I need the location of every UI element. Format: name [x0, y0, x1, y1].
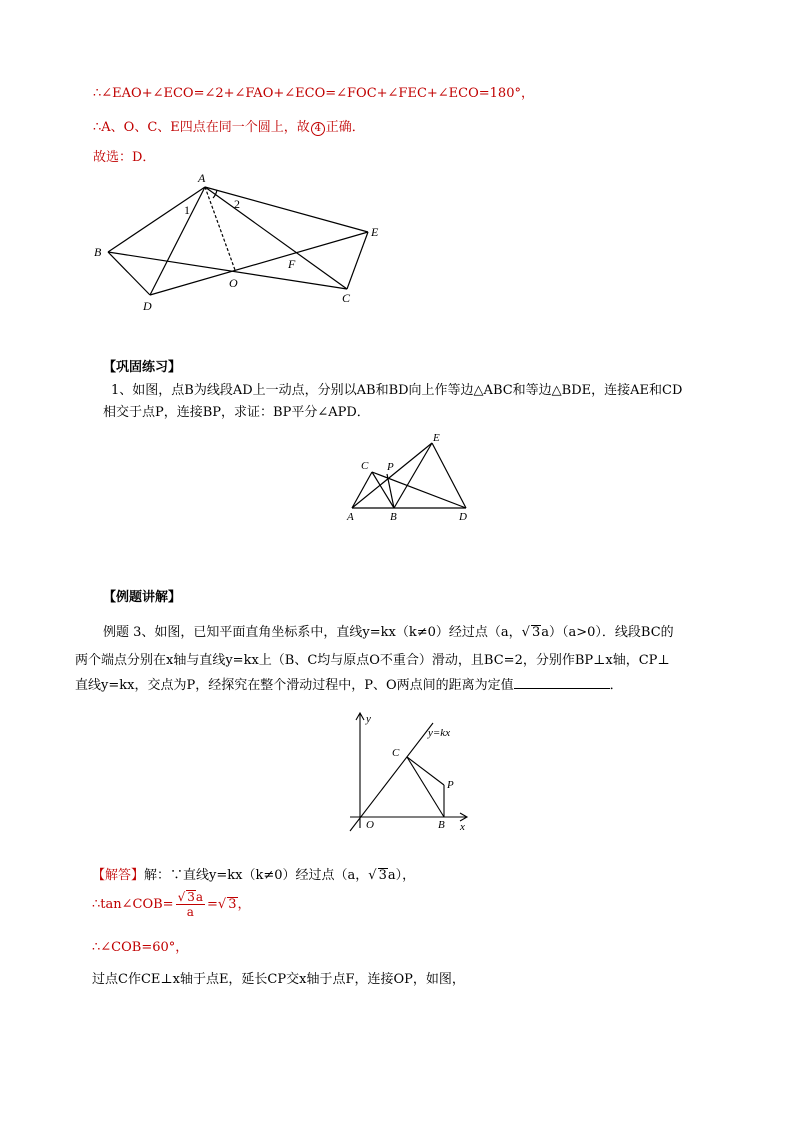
- figure-coordinate-plane: [342, 710, 477, 835]
- segment-AC: [205, 187, 347, 289]
- label-line-ykx: y=kx: [428, 727, 451, 739]
- solution-line-construction: [92, 968, 465, 987]
- example-line-1-pre: 例题 3、如图，已知平面直角坐标系中，直线y=kx（k≠0）经过点（a，: [103, 625, 522, 640]
- solution-angle-text: ∴∠COB=60°，: [92, 940, 189, 955]
- figure-quadrilateral-diagram: [85, 168, 395, 318]
- label-C: C: [361, 460, 369, 472]
- fraction-denominator: a: [186, 905, 194, 919]
- practice-problem-line-1: [111, 379, 682, 398]
- solution-construction-text: 过点C作CE⊥x轴于点E，延长CP交x轴于点F，连接OP，如图，: [92, 972, 465, 987]
- segment-ED: [432, 443, 466, 508]
- fraction: [176, 890, 205, 919]
- segment-AD: [150, 187, 205, 295]
- label-E: E: [371, 225, 379, 239]
- label-D: D: [459, 511, 467, 523]
- circled-number-4: 4: [311, 122, 325, 136]
- segment-CD: [372, 472, 466, 508]
- sqrt-radicand: 3: [228, 897, 237, 912]
- example-line-2-text: 两个端点分别在x轴与直线y=kx上（B、C均与原点O不重合）滑动，且BC=2，分别作BP⊥x轴，CP⊥: [75, 653, 670, 668]
- solution-tan-pre: ∴tan∠COB=: [92, 897, 174, 912]
- concyclic-text-pre: ∴A、O、C、E四点在同一个圆上，故: [93, 120, 310, 135]
- label-O: O: [366, 819, 374, 831]
- segment-AB: [108, 187, 205, 252]
- label-y: y: [366, 713, 371, 725]
- solution-line-1-post: a），: [387, 868, 416, 883]
- label-F: F: [288, 257, 296, 271]
- sqrt-radicand: 3: [187, 890, 195, 904]
- label-angle-2: 2: [234, 197, 240, 211]
- label-E: E: [433, 432, 440, 444]
- practice-problem-line-2: [103, 401, 370, 420]
- answer-choice-text: 故选：D．: [93, 150, 156, 165]
- proof-line-angle-sum-text: ∴∠EAO+∠ECO=∠2+∠FAO+∠ECO=∠FOC+∠FEC+∠ECO=180°，: [93, 86, 534, 101]
- segment-AC: [352, 472, 372, 508]
- label-O: O: [229, 276, 238, 290]
- segment-BE: [394, 443, 432, 508]
- practice-line-2-text: 相交于点P，连接BP，求证：BP平分∠APD．: [103, 405, 370, 420]
- segment-EC: [347, 232, 368, 289]
- segment-AO-dashed: [205, 187, 235, 270]
- section-heading-practice: [103, 356, 181, 375]
- answer-choice-line: [93, 146, 155, 165]
- label-A: A: [198, 171, 206, 185]
- line-y-equals-kx: [350, 723, 433, 831]
- example-line-1-post: a）（a>0）．线段BC的: [541, 625, 674, 640]
- segment-BD: [108, 252, 150, 295]
- segment-CB: [407, 757, 444, 817]
- solution-line-1-pre: 解：∵直线y=kx（k≠0）经过点（a，: [144, 868, 369, 883]
- solution-tag: 【解答】: [92, 868, 145, 883]
- label-P: P: [447, 779, 454, 791]
- example-problem-line-1: 例题 3、如图，已知平面直角坐标系中，直线y=kx（k≠0）经过点（a，√ 3a）（a>0）．线段BC的: [103, 625, 674, 640]
- label-B: B: [390, 511, 397, 523]
- label-angle-1: 1: [184, 203, 190, 217]
- proof-line-concyclic: [93, 116, 365, 136]
- practice-heading-text: 【巩固练习】: [103, 360, 182, 375]
- label-B: B: [94, 245, 102, 259]
- label-D: D: [143, 299, 152, 313]
- solution-line-tan: ∴tan∠COB= $\frac{√ 3a}{a}$ =√ 3，: [92, 890, 251, 919]
- sqrt-radicand: 3: [378, 868, 387, 883]
- example-problem-line-2: [75, 649, 670, 668]
- section-heading-example: [103, 586, 181, 605]
- fraction-numerator: √ 3a: [177, 890, 204, 904]
- segment-BC: [108, 252, 347, 289]
- figure-equilateral-triangles: [340, 428, 480, 530]
- example-heading-text: 【例题讲解】: [103, 590, 182, 605]
- label-x: x: [460, 821, 465, 833]
- concyclic-text-post: 正确．: [325, 120, 365, 135]
- solution-line-1: 【解答】解：∵直线y=kx（k≠0）经过点（a，√ 3a），: [92, 868, 416, 883]
- segment-CP: [407, 757, 444, 785]
- example-line-3-end: ．: [609, 678, 623, 693]
- practice-line-1-text: 1、如图，点B为线段AD上一动点，分别以AB和BD向上作等边△ABC和等边△BDE，连接AE和CD: [111, 383, 683, 398]
- proof-line-angle-sum: [93, 82, 534, 101]
- solution-tan-eq: =: [207, 897, 218, 912]
- segment-AE: [205, 187, 368, 232]
- example-problem-line-3: [75, 674, 623, 693]
- label-P: P: [387, 461, 394, 473]
- label-B: B: [438, 819, 445, 831]
- sqrt-radicand: 3: [531, 625, 541, 640]
- solution-tan-post: ，: [237, 897, 251, 912]
- label-C: C: [392, 747, 400, 759]
- example-line-3-text: 直线y=kx，交点为P，经探究在整个滑动过程中，P、O两点间的距离为定值: [75, 678, 514, 693]
- numerator-a: a: [195, 890, 204, 904]
- label-A: A: [347, 511, 354, 523]
- answer-blank[interactable]: [514, 678, 610, 689]
- solution-line-angle: [92, 936, 188, 955]
- label-C: C: [342, 291, 351, 305]
